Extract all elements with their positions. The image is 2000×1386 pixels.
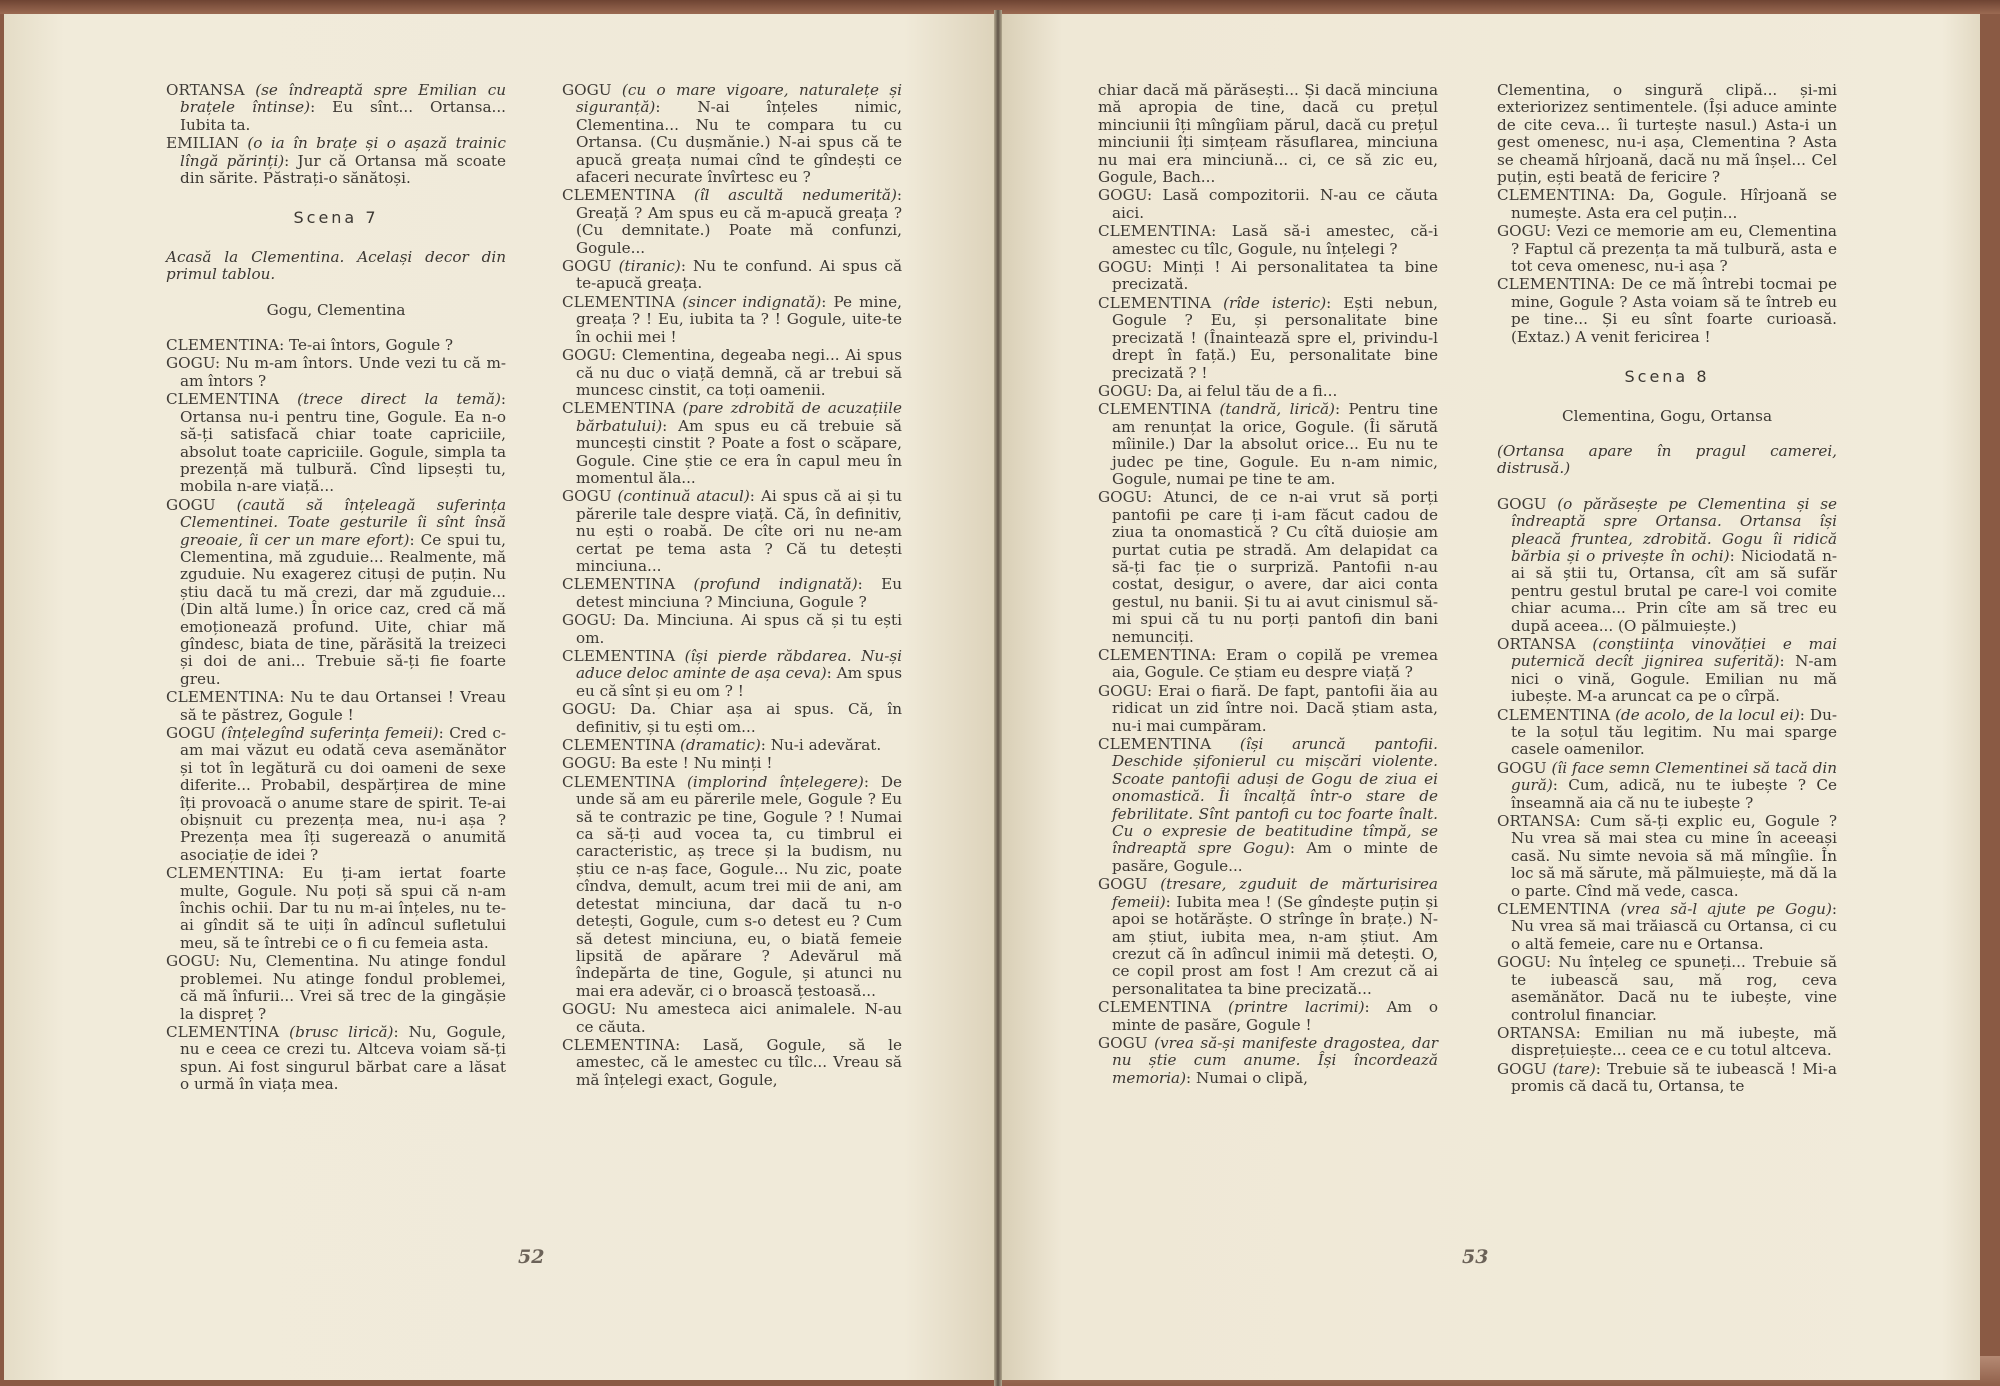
dialogue-line <box>1497 276 1837 346</box>
dialogue-line <box>562 82 902 186</box>
dialogue-continuation: chiar dacă mă părăsești... Și dacă minciuna mă apropia de tine, dacă cu prețul minciunii îți mîngîiam părul, dacă cu prețul minciunii îți simțeam răsuflarea, minciuna nu mai era minciună... ci, ce să zic eu, Gogule, Bach... <box>1098 81 1438 187</box>
dialogue-line <box>166 725 506 864</box>
speaker-name: EMILIAN <box>166 134 248 153</box>
dialogue-text: : Am spus eu că trebuie să muncești cinstit ? Poate a fost o scăpare, Gogule. Cine știe ce era în capul meu în momentul ăla... <box>576 416 902 487</box>
dialogue-text: : Am o minte de pasăre, Gogule... <box>1112 839 1438 875</box>
speaker-name: GOGU <box>562 754 611 773</box>
stage-direction-text: Acasă la Clementina. Același decor din primul tablou. <box>166 247 506 284</box>
dialogue-line <box>1497 187 1837 222</box>
dialogue-line <box>1098 259 1438 294</box>
dialogue-line <box>166 391 506 495</box>
speaker-name: GOGU <box>1497 953 1546 972</box>
dialogue-line <box>562 1001 902 1036</box>
dialogue-text: : Nu te dau Ortansei ! Vreau să te păstrez, Gogule ! <box>180 688 506 724</box>
dialogue-line <box>1098 683 1438 735</box>
stage-direction: (vrea să-l ajute pe Gogu) <box>1620 900 1832 919</box>
stage-direction: (își aruncă pantofii. Deschide șifonierul cu mișcări violente. Scoate pantofii aduși de Gogu de ziua ei onomastică. Îi încalță într-o stare de febrilitate. Sînt pantofi cu toc foarte înalt. Cu o expresie de beatitudine tîmpă, se îndreaptă spre Gogu) <box>1112 735 1438 858</box>
stage-direction: (tare) <box>1552 1059 1596 1078</box>
scene-heading: Scena 7 <box>293 208 379 228</box>
speaker-name: CLEMENTINA <box>562 647 685 665</box>
page-number: 52 <box>518 1246 545 1268</box>
dialogue-continuation: Clementina, o singură clipă... și-mi exteriorizez sentimentele. (Își aduce aminte de cite ceva... îi turtește nasul.) Asta-i un gest omenesc, nu-i așa, Clementina ? Asta se cheamă hîrjoană, dacă nu mă înșel... Cel puțin, ești beată de fericire ? <box>1497 81 1837 187</box>
stage-direction: (o părăsește pe Clementina și se îndreaptă spre Ortansa. Ortansa își pleacă fruntea, zdrobită. Gogu îi ridică bărbia și o privește în ochi) <box>1511 494 1838 565</box>
dialogue-line <box>1497 496 1837 635</box>
dialogue-line <box>1497 954 1837 1024</box>
dialogue-text: : Da. Minciuna. Ai spus că și tu ești om. <box>576 611 902 647</box>
dialogue-text: : Nu m-am întors. Unde vezi tu că m-am întors ? <box>180 354 506 390</box>
dialogue-text: : Nu, Clementina. Nu atinge fondul problemei. Nu atinge fondul problemei, că mă înfurii... Vrei să trec de la gingășie la dispreț ? <box>180 952 506 1023</box>
dialogue-line <box>1098 999 1438 1034</box>
stage-direction: (implorind înțelegere) <box>686 772 864 791</box>
left-page-column-1 <box>166 82 506 1095</box>
speaker-name: CLEMENTINA <box>1098 646 1212 664</box>
dialogue-line <box>562 648 902 700</box>
dialogue-text: : Cred c-am mai văzut eu odată ceva asemănător și tot în legătură cu doi oameni de sexe diferite... Probabil, despărțirea de mine îți provoacă o anume stare de spirit. Te-ai obișnuit cu prezența mea, nu-i așa ? Prezența mea îți sugerează o anumită asociație de idei ? <box>180 724 506 864</box>
stage-direction: (cu o mare vigoare, naturalețe și siguranță) <box>576 81 903 117</box>
scene-heading: Scena 8 <box>1624 367 1710 387</box>
stage-direction: (trece direct la temă) <box>297 390 501 409</box>
speaker-name: CLEMENTINA <box>562 736 680 755</box>
speaker-name: GOGU <box>166 495 237 514</box>
dialogue-line <box>1098 876 1438 998</box>
speaker-name: CLEMENTINA <box>562 575 694 594</box>
stage-direction: (conștiința vinovăției e mai puternică decît jignirea suferită) <box>1511 634 1837 671</box>
speaker-name: GOGU <box>562 346 611 365</box>
speaker-name: GOGU <box>1098 875 1161 894</box>
speaker-name: CLEMENTINA <box>562 292 683 311</box>
speaker-name: CLEMENTINA <box>562 399 683 418</box>
speaker-name: CLEMENTINA <box>562 1035 676 1054</box>
speaker-name: ORTANSA <box>1497 1023 1576 1042</box>
dialogue-line <box>562 488 902 575</box>
dialogue-line <box>1497 636 1837 706</box>
speaker-name: GOGU <box>1098 258 1147 277</box>
speaker-name: CLEMENTINA <box>166 688 280 707</box>
stage-direction: (caută să înțeleagă suferința Clementinei. Toate gesturile îi sînt însă greoaie, îi cer un mare efort) <box>180 495 506 549</box>
dialogue-line <box>1497 901 1837 953</box>
dialogue-line <box>562 294 902 346</box>
dialogue-text: : Minți ! Ai personalitatea ta bine precizată. <box>1112 258 1438 294</box>
dialogue-line <box>1497 1061 1837 1096</box>
dialogue-line <box>1098 383 1438 400</box>
dialogue-line <box>562 737 902 754</box>
dialogue-text: : Cum, adică, nu te iubește ? Ce înseamnă aia că nu te iubește ? <box>1511 776 1837 812</box>
speaker-name: GOGU <box>562 81 622 99</box>
stage-direction: (tresare, zguduit de mărturisirea femeii) <box>1112 875 1438 911</box>
stage-direction: (vrea să-și manifeste dragostea, dar nu știe cum anume. Își încordează memoria) <box>1112 1033 1439 1087</box>
speaker-name: GOGU <box>1497 222 1546 241</box>
stage-direction: (rîde isteric) <box>1223 293 1327 312</box>
dialogue-text: : Ortansa nu-i pentru tine, Gogule. Ea n-o să-ți satisfacă chiar toate capriciile, absolut toate capriciile. Gogule, simpla ta prezență mă tulbură. Cînd lipsești tu, mobila n-are viață... <box>180 390 506 496</box>
dialogue-text: : Pentru tine am renunțat la orice, Gogule. (Îi sărută mîinile.) Dar la absolut orice... Eu nu te judec pe tine, Gogule. Eu n-am nimic, Gogule, numai pe tine te am. <box>1112 400 1439 488</box>
stage-direction: (sincer indignată) <box>682 292 822 311</box>
speaker-name: GOGU <box>562 1000 611 1019</box>
stage-direction: (dramatic) <box>679 736 761 755</box>
dialogue-line <box>1497 707 1837 759</box>
dialogue-text: : Jur că Ortansa mă scoate din sărite. Păstrați-o sănătoși. <box>180 151 506 188</box>
dialogue-line <box>1497 813 1837 900</box>
dialogue-text: : Atunci, de ce n-ai vrut să porți pantofii pe care ți i-am făcut cadou de ziua ta onomastică ? Cu cîtă duioșie am purtat cutia pe stradă. Am delapidat ca să-ți fac ție o surpriză. Pantofii n-au costat, desigur, o avere, dar aici conta gestul, nu banii. Și tu ai avut cinismul să-mi spui că tu nu porți pantofi din bani nemunciți. <box>1112 488 1438 646</box>
speaker-name: CLEMENTINA <box>1497 900 1621 919</box>
dialogue-line <box>166 337 506 354</box>
speaker-name: CLEMENTINA <box>1497 186 1611 205</box>
dialogue-line <box>562 258 902 293</box>
dialogue-text: : Eu ți-am iertat foarte multe, Gogule. Nu poți să spui că n-am închis ochii. Dar tu nu m-ai înțeles, nu te-ai gîndit să te uiți în adîncul sufletului meu, să te întrebi ce o fi cu femeia asta. <box>180 864 506 952</box>
dialogue-text: : Du-te la soțul tău legitim. Nu mai sparge casele oamenilor. <box>1511 705 1837 759</box>
speaker-name: GOGU <box>1497 494 1558 513</box>
dialogue-line <box>562 347 902 399</box>
dialogue-text: : Da, Gogule. Hîrjoană se numește. Asta era cel puțin... <box>1511 186 1837 222</box>
speaker-name: CLEMENTINA <box>1098 293 1224 312</box>
speaker-name: ORTANSA <box>1497 812 1576 831</box>
speaker-name: GOGU <box>166 952 215 971</box>
stage-direction: (profund indignată) <box>693 575 858 594</box>
dialogue-text: : De ce mă întrebi tocmai pe mine, Gogule ? Asta voiam să te întreb eu pe tine... Și eu sînt foarte curioasă. (Extaz.) A venit fericirea ! <box>1511 275 1837 346</box>
dialogue-line <box>562 400 902 487</box>
dialogue-line <box>1098 401 1438 488</box>
speaker-name: GOGU <box>562 487 618 506</box>
stage-direction <box>1497 443 1837 478</box>
dialogue-text: : De unde să am eu părerile mele, Gogule ? Eu să te contrazic pe tine, Gogule ? ! Numai ca să-ți aud vocea ta, cu timbrul ei caracteristic, aș trece și la budism, nu știu ce n-aș face, Gogule... Nu zic, poate cîndva, demult, acum trei mii de ani, am detestat minciuna, dar dacă tu n-o detești, Gogule, cum s-o detest eu ? Cum să detest minciuna, eu, o biată femeie lipsită de apărare ? Adevărul mă îndepărta de tine, Gogule, și atunci nu mai era adevăr, ci o broască țestoasă... <box>576 772 902 1000</box>
dialogue-line <box>562 1037 902 1089</box>
stage-direction: (înțelegînd suferința femeii) <box>221 724 439 742</box>
dialogue-text: : Ai spus că ai și tu părerile tale despre viață. Că, în definitiv, nu ești o roabă. De cîte ori nu ne-am certat pe tema asta ? Că tu detești minciuna... <box>576 487 903 575</box>
book-gutter <box>994 10 1002 1386</box>
dialogue-line <box>562 755 902 772</box>
character-list: Clementina, Gogu, Ortansa <box>1561 406 1773 425</box>
speaker-name: GOGU <box>1098 1033 1155 1052</box>
dialogue-text: : Emilian nu mă iubește, mă disprețuiește... ceea ce e cu totul altceva. <box>1511 1023 1837 1060</box>
stage-direction: (îl ascultă nedumerită) <box>693 186 897 205</box>
dialogue-text: : Ești nebun, Gogule ? Eu, și personalitate bine precizată ! (Înaintează spre el, privindu-l drept în față.) Eu, personalitate bine precizată ? ! <box>1112 293 1438 382</box>
speaker-name: CLEMENTINA <box>166 1022 290 1041</box>
dialogue-text: : Te-ai întors, Gogule ? <box>279 336 454 355</box>
dialogue-text: : Nu vrea să mai trăiască cu Ortansa, ci cu o altă femeie, care nu e Ortansa. <box>1511 900 1837 953</box>
dialogue-text: : N-am nici o vină, Gogule. Emilian nu mă iubește. M-a aruncat ca pe o cîrpă. <box>1511 652 1838 706</box>
speaker-name: GOGU <box>1497 1059 1553 1078</box>
speaker-name: CLEMENTINA <box>1497 275 1611 294</box>
speaker-name: CLEMENTINA <box>166 336 280 355</box>
dialogue-text: : Nu înțeleg ce spuneți... Trebuie să te iubească sau, mă rog, ceva asemănător. Dacă nu te iubește, vine controlul financiar. <box>1511 953 1837 1024</box>
dialogue-line <box>166 82 506 134</box>
speaker-name: GOGU <box>562 611 611 630</box>
dialogue-text: : Eu detest minciuna ? Minciuna, Gogule ? <box>576 575 902 611</box>
dialogue-line <box>1098 489 1438 646</box>
speaker-name: GOGU <box>1497 758 1552 777</box>
dialogue-text: : Lasă să-i amestec, că-i amestec cu tîlc, Gogule, nu înțelegi ? <box>1112 222 1438 258</box>
dialogue-line <box>166 497 506 688</box>
dialogue-text: : Niciodată n-ai să știi tu, Ortansa, cît am să sufăr pentru gestul brutal pe care-l voi comite chiar acuma... Prin cîte am să trec eu după aceea... (O pălmuiește.) <box>1511 546 1838 635</box>
dialogue-line <box>1098 647 1438 682</box>
dialogue-line <box>166 135 506 187</box>
speaker-name: CLEMENTINA <box>1497 705 1616 724</box>
speaker-name: CLEMENTINA <box>1098 735 1240 754</box>
stage-direction: (se îndreaptă spre Emilian cu brațele întinse) <box>180 81 506 117</box>
right-page-column-2 <box>1497 82 1837 1097</box>
speaker-name: CLEMENTINA <box>1098 998 1229 1017</box>
left-page-column-2 <box>562 82 902 1090</box>
speaker-name: GOGU <box>166 724 222 742</box>
dialogue-text: : Cum să-ți explic eu, Gogule ? Nu vrea să mai stea cu mine în aceeași casă. Nu simte nevoia să mă mîngîie. În loc să mă sărute, mă pălmuiește, mă dă la o parte. Cînd mă vede, casca. <box>1511 812 1837 900</box>
speaker-name: CLEMENTINA <box>166 864 280 883</box>
dialogue-line <box>1098 295 1438 382</box>
dialogue-text: : Erai o fiară. De fapt, pantofii ăia au ridicat un zid între noi. Dacă știam asta, nu-i mai cumpăram. <box>1112 681 1438 735</box>
dialogue-line <box>166 355 506 390</box>
speaker-name: ORTANSA <box>166 81 256 99</box>
dialogue-text: : Nu-i adevărat. <box>760 736 882 755</box>
dialogue-text: : Clementina, degeaba negi... Ai spus că nu duc o viață demnă, că ar trebui să muncesc cinstit, ca toți oamenii. <box>576 346 902 399</box>
dialogue-text: : Nu te confund. Ai spus că te-apucă greața. <box>576 257 903 293</box>
dialogue-line <box>562 612 902 647</box>
speaker-name: CLEMENTINA <box>562 772 687 791</box>
speaker-name: CLEMENTINA <box>166 390 298 409</box>
dialogue-text: : Da, ai felul tău de a fi... <box>1146 381 1338 400</box>
stage-direction: (îi face semn Clementinei să tacă din gură) <box>1511 758 1837 795</box>
dialogue-text: : Ba este ! Nu minți ! <box>610 754 773 773</box>
stage-direction: (își pierde răbdarea. Nu-și aduce deloc aminte de așa ceva) <box>576 647 902 683</box>
character-list: Gogu, Clementina <box>266 300 406 319</box>
stage-direction: (tiranic) <box>618 257 681 276</box>
dialogue-text: : Pe mine, greața ? ! Eu, iubita ta ? ! Gogule, uite-te în ochii mei ! <box>576 292 902 346</box>
stage-direction: (brusc lirică) <box>289 1022 394 1041</box>
dialogue-text: : Lasă compozitorii. N-au ce căuta aici. <box>1112 186 1438 222</box>
dialogue-text: : Nu amesteca aici animalele. N-au ce căuta. <box>576 1000 902 1036</box>
dialogue-line <box>1497 1025 1837 1060</box>
speaker-name: ORTANSA <box>1497 634 1593 653</box>
dialogue-text: : Greață ? Am spus eu că m-apucă greața ? (Cu demnitate.) Poate mă confunzi, Gogule... <box>576 186 902 257</box>
stage-direction: (o ia în brațe și o așază trainic lîngă părinți) <box>180 134 507 170</box>
dialogue-line <box>562 774 902 1000</box>
dialogue-text: : Vezi ce memorie am eu, Clementina ? Faptul că prezența ta mă tulbură, asta e tot ceva omenesc, nu-i așa ? <box>1511 222 1837 276</box>
dialogue-text: : Ce spui tu, Clementina, mă zguduie... Realmente, mă zguduie. Nu exagerez cituși de puțin. Nu știu dacă tu mă crezi, dar mă zguduie... (Din altă lume.) În orice caz, cred că mă emoționează profund. Uite, chiar mă gîndesc, biata de tine, părăsită la treizeci și doi de ani... Trebuie să-ți fie foarte greu. <box>180 530 506 688</box>
speaker-name: GOGU <box>1098 381 1147 400</box>
dialogue-line <box>562 701 902 736</box>
left-page <box>4 14 994 1380</box>
speaker-name: GOGU <box>1098 186 1147 205</box>
dialogue-text: : Trebuie să te iubească ! Mi-a promis că dacă tu, Ortansa, te <box>1511 1059 1837 1096</box>
right-page-column-1 <box>1098 82 1438 1088</box>
stage-direction-text: (Ortansa apare în pragul camerei, distrusă.) <box>1497 441 1837 478</box>
dialogue-text: : Am o minte de pasăre, Gogule ! <box>1112 998 1438 1034</box>
speaker-name: CLEMENTINA <box>562 186 694 205</box>
speaker-name: CLEMENTINA <box>1098 400 1220 419</box>
stage-direction: (printre lacrimi) <box>1228 998 1365 1017</box>
speaker-name: GOGU <box>166 354 215 373</box>
dialogue-text: : Am spus eu că sînt și eu om ? ! <box>576 664 903 700</box>
stage-direction: (continuă atacul) <box>617 487 750 506</box>
dialogue-text: : Da. Chiar așa ai spus. Că, în definitiv, și tu ești om... <box>576 700 902 736</box>
dialogue-line <box>166 1024 506 1094</box>
dialogue-text: : Lasă, Gogule, să le amestec, că le amestec cu tîlc... Vreau să mă înțelegi exact, Gogule, <box>576 1035 902 1089</box>
dialogue-text: : Eram o copilă pe vremea aia, Gogule. Ce știam eu despre viață ? <box>1112 646 1438 682</box>
dialogue-line <box>562 187 902 257</box>
dialogue-line <box>1098 223 1438 258</box>
dialogue-line <box>166 865 506 952</box>
dialogue-text: : Eu sînt... Ortansa... Iubita ta. <box>180 98 507 134</box>
dialogue-line <box>166 953 506 1023</box>
dialogue-line <box>562 576 902 611</box>
speaker-name: CLEMENTINA <box>1098 222 1212 241</box>
dialogue-line <box>1098 1035 1438 1087</box>
stage-direction: (tandră, lirică) <box>1219 400 1335 419</box>
stage-direction <box>166 249 506 284</box>
dialogue-line <box>1098 736 1438 875</box>
speaker-name: GOGU <box>1098 681 1147 700</box>
speaker-name: GOGU <box>562 257 619 276</box>
dialogue-line <box>166 689 506 724</box>
stage-direction: (de acolo, de la locul ei) <box>1615 705 1800 724</box>
stage-direction: (pare zdrobită de acuzațiile bărbatului) <box>576 399 902 435</box>
dialogue-line <box>1497 760 1837 812</box>
right-page <box>1002 14 1980 1380</box>
dialogue-text: : Numai o clipă, <box>1186 1068 1308 1087</box>
dialogue-line <box>1497 223 1837 275</box>
dialogue-text: : N-ai înțeles nimic, Clementina... Nu te compara tu cu Ortansa. (Cu dușmănie.) N-ai spus că te apucă greața numai cînd te gîndești ce afaceri necurate învîrtesc eu ? <box>576 98 902 187</box>
dialogue-text: : Iubita mea ! (Se gîndește puțin și apoi se hotărăște. O strînge în brațe.) N-am știut, iubita mea, n-am știut. Am crezut că în adîncul inimii mă detești. O, ce copil prost am fost ! Am crezut că ai personalitatea ta bine precizată... <box>1112 892 1438 998</box>
dialogue-text: : Nu, Gogule, nu e ceea ce crezi tu. Altceva voiam să-ți spun. Ai fost singurul bărbat care a lăsat o urmă în viața mea. <box>180 1022 507 1094</box>
dialogue-line <box>1098 187 1438 222</box>
speaker-name: GOGU <box>562 700 611 719</box>
page-number: 53 <box>1462 1246 1489 1268</box>
speaker-name: GOGU <box>1098 488 1147 507</box>
